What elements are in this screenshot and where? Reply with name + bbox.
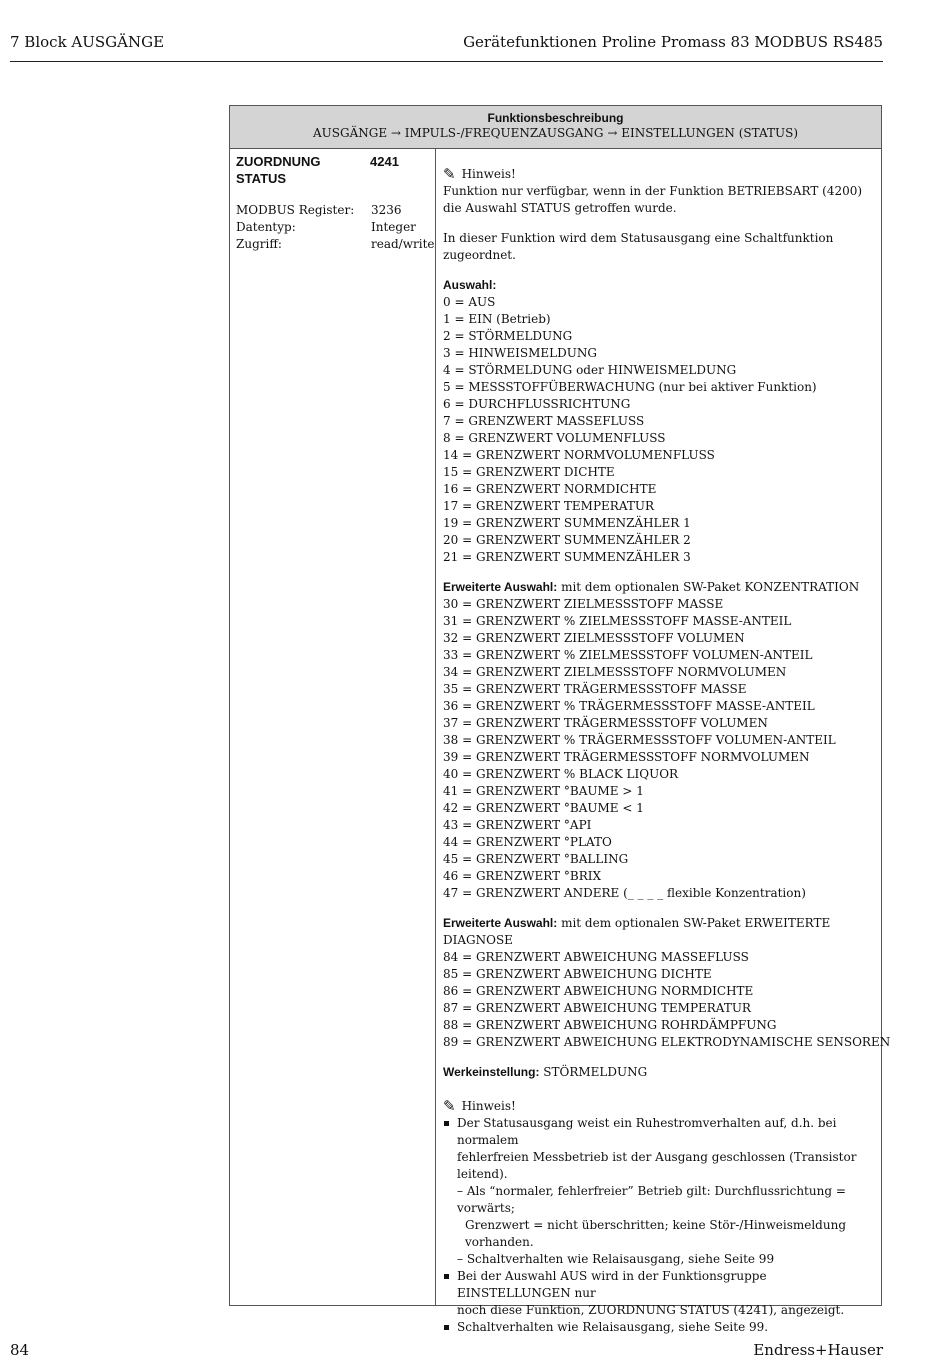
- option-item: 3 = HINWEISMELDUNG: [443, 346, 597, 360]
- pencil-note-icon: ✎: [443, 1097, 456, 1115]
- bullet-item: [443, 1268, 875, 1319]
- option-item: 2 = STÖRMELDUNG: [443, 329, 573, 343]
- bullet-square-icon: [444, 1325, 449, 1330]
- option-item: 84 = GRENZWERT ABWEICHUNG MASSEFLUSS: [443, 950, 749, 964]
- option-item: 21 = GRENZWERT SUMMENZÄHLER 3: [443, 550, 691, 564]
- function-name: ZUORDNUNG STATUS: [236, 154, 321, 186]
- option-item: 86 = GRENZWERT ABWEICHUNG NORMDICHTE: [443, 984, 754, 998]
- note-bullet-list: [443, 1115, 875, 1336]
- option-item: 30 = GRENZWERT ZIELMESSSTOFF MASSE: [443, 597, 724, 611]
- bullet-line: Der Statusausgang weist ein Ruhestromverhalten auf, d.h. bei normalem: [457, 1116, 837, 1147]
- option-item: 39 = GRENZWERT TRÄGERMESSSTOFF NORMVOLUMEN: [443, 750, 810, 764]
- option-item: 32 = GRENZWERT ZIELMESSSTOFF VOLUMEN: [443, 631, 745, 645]
- option-item: 43 = GRENZWERT °API: [443, 818, 592, 832]
- option-item: 36 = GRENZWERT % TRÄGERMESSSTOFF MASSE-ANTEIL: [443, 699, 815, 713]
- table-header-title: Funktionsbeschreibung: [487, 111, 624, 125]
- bullet-line: Bei der Auswahl AUS wird in der Funktionsgruppe EINSTELLUNGEN nur: [457, 1269, 767, 1300]
- extended-selection-label: Erweiterte Auswahl:: [443, 916, 558, 930]
- factory-setting-value: STÖRMELDUNG: [539, 1065, 648, 1079]
- option-item: 33 = GRENZWERT % ZIELMESSSTOFF VOLUMEN-ANTEIL: [443, 648, 813, 662]
- option-item: 38 = GRENZWERT % TRÄGERMESSSTOFF VOLUMEN-ANTEIL: [443, 733, 836, 747]
- concentration-selection-list: [443, 596, 875, 902]
- option-item: 45 = GRENZWERT °BALLING: [443, 852, 629, 866]
- intro-text: In dieser Funktion wird dem Statusausgang eine Schaltfunktion zugeordnet.: [443, 231, 834, 262]
- option-item: 37 = GRENZWERT TRÄGERMESSSTOFF VOLUMEN: [443, 716, 768, 730]
- function-description-table: [229, 105, 891, 1334]
- bullet-subline: – Als “normaler, fehlerfreier” Betrieb gilt: Durchflussrichtung = vorwärts;: [457, 1184, 846, 1215]
- extended-selection-heading: [443, 915, 875, 949]
- page-number: 84: [10, 1341, 30, 1359]
- option-item: 16 = GRENZWERT NORMDICHTE: [443, 482, 657, 496]
- option-item: 89 = GRENZWERT ABWEICHUNG ELEKTRODYNAMISCHE SENSOREN: [443, 1035, 891, 1049]
- meta-key: Zugriff:: [236, 237, 282, 251]
- option-item: 47 = GRENZWERT ANDERE (_ _ _ _ flexible Konzentration): [443, 886, 806, 900]
- option-item: 7 = GRENZWERT MASSEFLUSS: [443, 414, 645, 428]
- bullet-line: Schaltverhalten wie Relaisausgang, siehe Seite 99.: [457, 1320, 769, 1334]
- option-item: 40 = GRENZWERT % BLACK LIQUOR: [443, 767, 679, 781]
- option-item: 87 = GRENZWERT ABWEICHUNG TEMPERATUR: [443, 1001, 751, 1015]
- table-header: [230, 106, 881, 149]
- option-item: 8 = GRENZWERT VOLUMENFLUSS: [443, 431, 666, 445]
- option-item: 14 = GRENZWERT NORMVOLUMENFLUSS: [443, 448, 715, 462]
- table-header-path: AUSGÄNGE → IMPULS-/FREQUENZAUSGANG → EINSTELLUNGEN (STATUS): [312, 126, 799, 140]
- option-item: 88 = GRENZWERT ABWEICHUNG ROHRDÄMPFUNG: [443, 1018, 777, 1032]
- note-text: Funktion nur verfügbar, wenn in der Funktion BETRIEBSART (4200) die Auswahl STATUS getroffen wurde.: [443, 184, 863, 215]
- option-item: 44 = GRENZWERT °PLATO: [443, 835, 612, 849]
- extended-selection-desc: mit dem optionalen SW-Paket KONZENTRATION: [557, 580, 860, 594]
- option-item: 1 = EIN (Betrieb): [443, 312, 551, 326]
- option-item: 35 = GRENZWERT TRÄGERMESSSTOFF MASSE: [443, 682, 747, 696]
- bullet-item: [443, 1115, 875, 1268]
- meta-value: 3236: [371, 203, 402, 217]
- note-label: Hinweis!: [461, 167, 516, 181]
- note-heading: [443, 166, 875, 183]
- meta-key: MODBUS Register:: [236, 203, 355, 217]
- document-title: Gerätefunktionen Proline Promass 83 MODBUS RS485: [463, 33, 883, 51]
- bullet-subline: – Schaltverhalten wie Relaisausgang, siehe Seite 99: [457, 1252, 775, 1266]
- meta-value: read/write: [371, 237, 435, 251]
- function-info-column: [230, 149, 436, 1305]
- option-item: 85 = GRENZWERT ABWEICHUNG DICHTE: [443, 967, 712, 981]
- option-item: 4 = STÖRMELDUNG oder HINWEISMELDUNG: [443, 363, 737, 377]
- selection-list: [443, 294, 875, 566]
- factory-setting: [443, 1064, 875, 1081]
- option-item: 6 = DURCHFLUSSRICHTUNG: [443, 397, 631, 411]
- bullet-item: [443, 1319, 875, 1336]
- note-label: Hinweis!: [461, 1099, 516, 1113]
- chapter-title: 7 Block AUSGÄNGE: [10, 33, 165, 51]
- option-item: 17 = GRENZWERT TEMPERATUR: [443, 499, 654, 513]
- option-item: 5 = MESSSTOFFÜBERWACHUNG (nur bei aktiver Funktion): [443, 380, 817, 394]
- function-description-column: [443, 149, 891, 1334]
- bullet-square-icon: [444, 1274, 449, 1279]
- option-item: 41 = GRENZWERT °BAUME > 1: [443, 784, 644, 798]
- pencil-note-icon: ✎: [443, 165, 456, 183]
- meta-key: Datentyp:: [236, 220, 296, 234]
- running-head: [10, 33, 883, 53]
- factory-setting-label: Werkeinstellung:: [443, 1065, 540, 1079]
- option-item: 20 = GRENZWERT SUMMENZÄHLER 2: [443, 533, 691, 547]
- bullet-subline: Grenzwert = nicht überschritten; keine Stör-/Hinweismeldung vorhanden.: [465, 1218, 846, 1249]
- extended-selection-heading: [443, 579, 875, 596]
- extended-selection-desc: mit dem optionalen SW-Paket ERWEITERTE DIAGNOSE: [443, 916, 831, 947]
- bullet-line: fehlerfreien Messbetrieb ist der Ausgang geschlossen (Transistor leitend).: [457, 1150, 857, 1181]
- option-item: 42 = GRENZWERT °BAUME < 1: [443, 801, 644, 815]
- note-heading: [443, 1098, 875, 1115]
- bullet-square-icon: [444, 1121, 449, 1126]
- extended-selection-label: Erweiterte Auswahl:: [443, 580, 558, 594]
- diagnosis-selection-list: [443, 949, 891, 1051]
- option-item: 31 = GRENZWERT % ZIELMESSSTOFF MASSE-ANTEIL: [443, 614, 792, 628]
- bullet-line: noch diese Funktion, ZUORDNUNG STATUS (4241), angezeigt.: [457, 1303, 845, 1317]
- selection-label: Auswahl:: [443, 278, 497, 292]
- meta-value: Integer: [371, 220, 416, 234]
- option-item: 19 = GRENZWERT SUMMENZÄHLER 1: [443, 516, 691, 530]
- option-item: 34 = GRENZWERT ZIELMESSSTOFF NORMVOLUMEN: [443, 665, 787, 679]
- function-number: 4241: [370, 154, 399, 169]
- option-item: 15 = GRENZWERT DICHTE: [443, 465, 615, 479]
- header-rule: [10, 61, 883, 62]
- option-item: 46 = GRENZWERT °BRIX: [443, 869, 602, 883]
- brand-name: Endress+Hauser: [753, 1341, 883, 1359]
- option-item: 0 = AUS: [443, 295, 496, 309]
